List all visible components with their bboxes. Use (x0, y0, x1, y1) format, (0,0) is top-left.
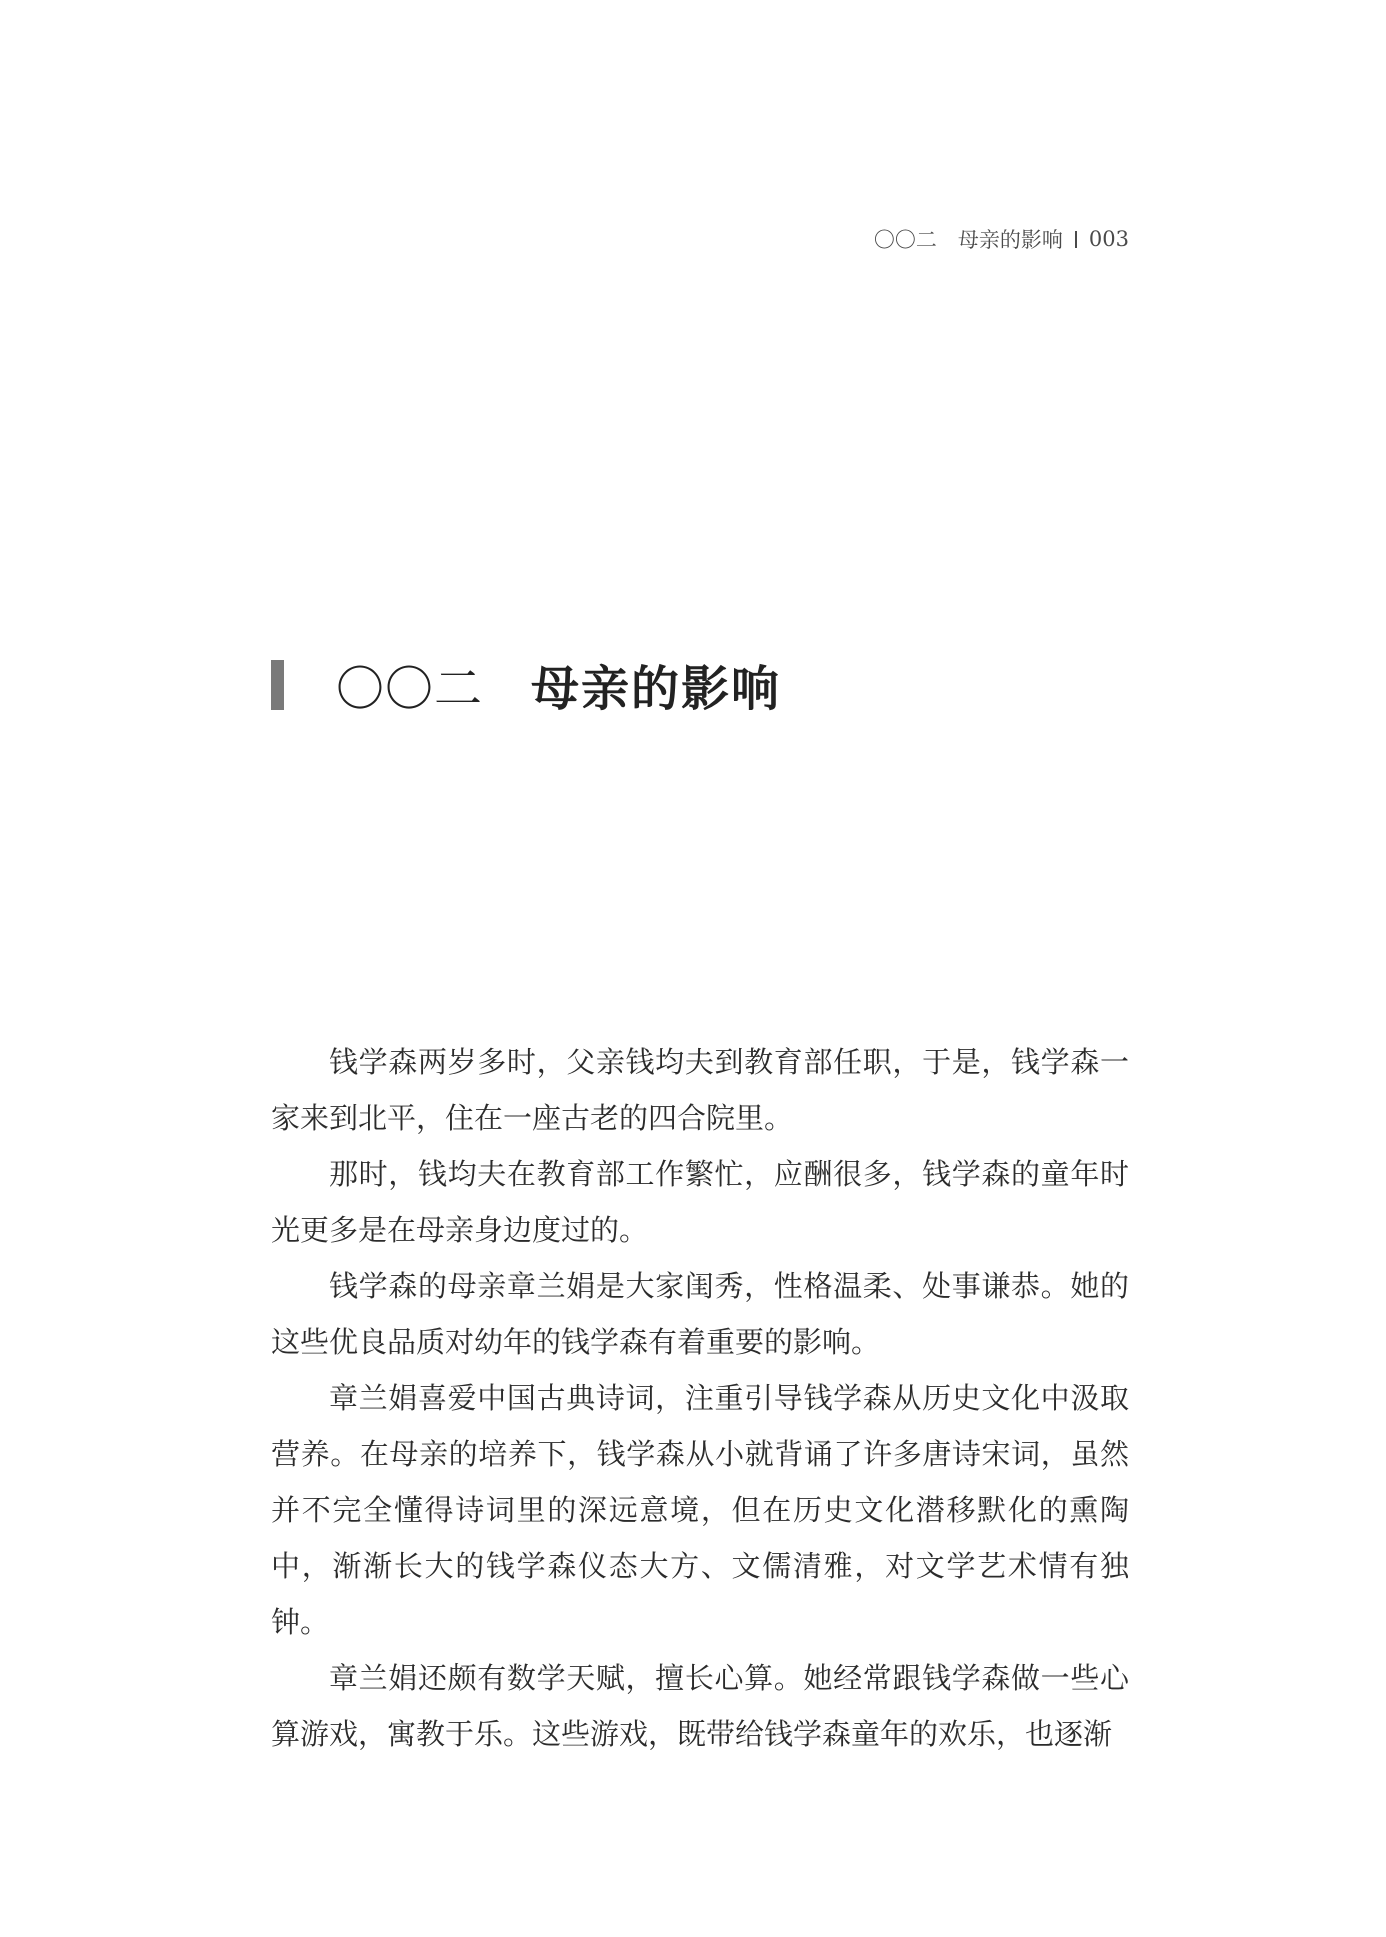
header-separator (1075, 231, 1077, 248)
paragraph: 章兰娟喜爱中国古典诗词，注重引导钱学森从历史文化中汲取营养。在母亲的培养下，钱学森从小就背诵了许多唐诗宋词，虽然并不完全懂得诗词里的深远意境，但在历史文化潜移默化的熏陶中，渐渐长大的钱学森仪态大方、文儒清雅，对文学艺术情有独钟。 (271, 1381, 1129, 1639)
chapter-number: 〇〇二 (336, 661, 484, 717)
heading-bar-decoration (271, 660, 284, 710)
page-number: 003 (1088, 227, 1129, 251)
chapter-title: 母亲的影响 (531, 661, 782, 717)
body-text (271, 1034, 1129, 1762)
running-header (874, 224, 1129, 254)
chapter-heading (271, 650, 781, 719)
running-header-section: 〇〇二 母亲的影响 (873, 228, 1063, 252)
paragraph: 钱学森的母亲章兰娟是大家闺秀，性格温柔、处事谦恭。她的这些优良品质对幼年的钱学森有着重要的影响。 (271, 1269, 1129, 1359)
paragraph: 那时，钱均夫在教育部工作繁忙，应酬很多，钱学森的童年时光更多是在母亲身边度过的。 (271, 1157, 1129, 1247)
paragraph: 钱学森两岁多时，父亲钱均夫到教育部任职，于是，钱学森一家来到北平，住在一座古老的四合院里。 (271, 1045, 1129, 1135)
paragraph: 章兰娟还颇有数学天赋，擅长心算。她经常跟钱学森做一些心算游戏，寓教于乐。这些游戏，既带给钱学森童年的欢乐，也逐渐 (271, 1661, 1129, 1751)
